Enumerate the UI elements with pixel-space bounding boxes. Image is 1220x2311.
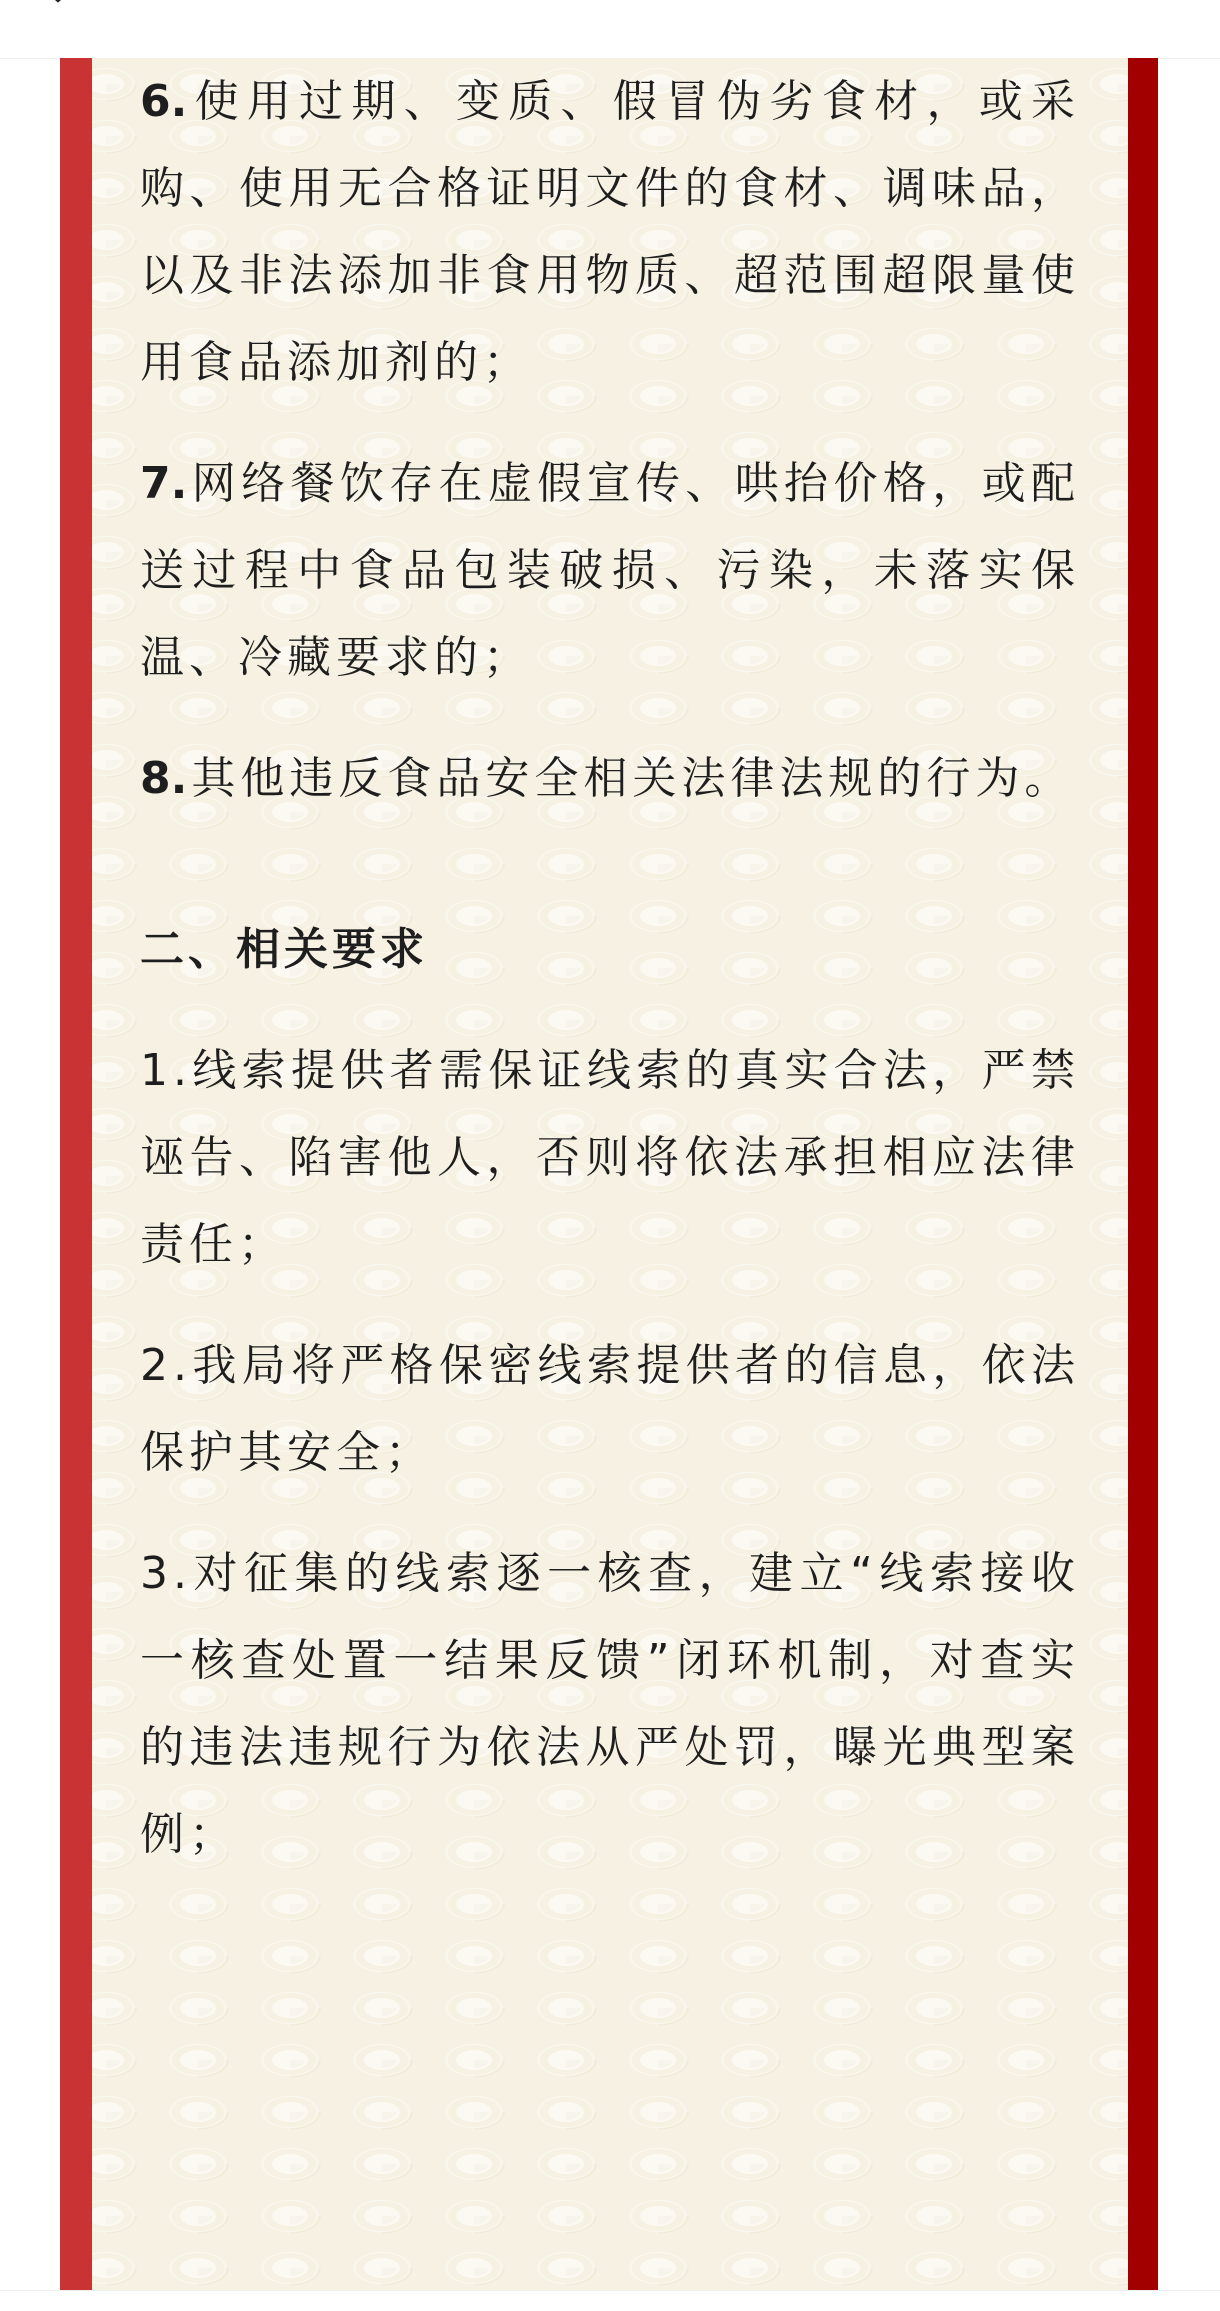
- right-red-border: [1128, 58, 1158, 2290]
- bottom-bar: [0, 2290, 1220, 2311]
- item-text: 使用过期、变质、假冒伪劣食材，或采购、使用无合格证明文件的食材、调味品，以及非法添加非食用物质、超范围超限量使用食品添加剂的；: [140, 76, 1080, 388]
- top-bar: [0, 0, 1220, 59]
- item-number: 6.: [140, 76, 188, 127]
- section-heading: 二、相关要求: [140, 924, 428, 975]
- requirement-item-2: 2.我局将严格保密线索提供者的信息，依法保护其安全；: [140, 1340, 1080, 1478]
- list-item-6: [140, 58, 1080, 406]
- item-text: 其他违反食品安全相关法律法规的行为。: [191, 753, 1074, 804]
- item-number: 7.: [140, 458, 188, 509]
- list-item-8: [140, 735, 1080, 822]
- requirement-item-3: 3.对征集的线索逐一核查，建立“线索接收一核查处置一结果反馈”闭环机制，对查实的违法违规行为依法从严处罚，曝光典型案例；: [140, 1548, 1080, 1860]
- list-item-7: [140, 440, 1080, 701]
- article-content: [140, 58, 1080, 1912]
- requirement-item-1: 1.线索提供者需保证线索的真实合法，严禁诬告、陷害他人，否则将依法承担相应法律责任；: [140, 1045, 1080, 1270]
- left-red-border: [60, 58, 92, 2290]
- item-text: 网络餐饮存在虚假宣传、哄抬价格，或配送过程中食品包装破损、污染，未落实保温、冷藏要求的；: [140, 458, 1080, 683]
- item-number: 8.: [140, 753, 188, 804]
- close-icon[interactable]: [34, 0, 82, 10]
